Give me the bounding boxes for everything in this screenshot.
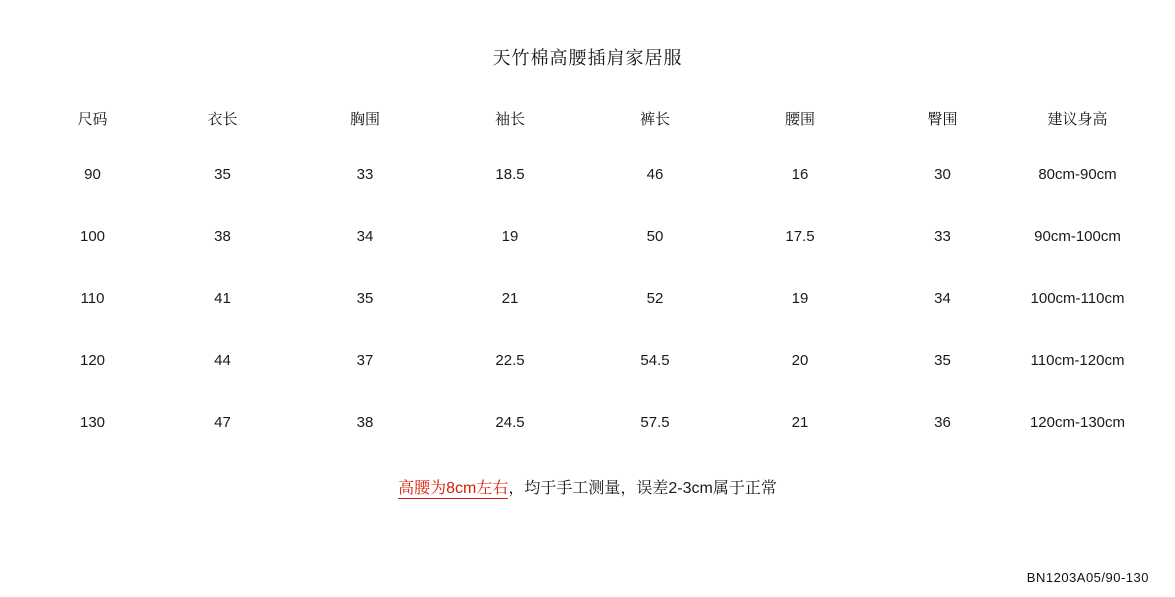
column-header-bust: 胸围 [349,111,380,128]
measurement-note-rest: ，均于手工测量，误差2-3cm属于正常 [508,480,777,497]
size-chart-page [0,44,1175,597]
cell-clothing-length: 38 [214,227,231,245]
cell-size: 130 [79,413,106,431]
cell-sleeve-length: 19 [501,227,519,245]
table-row [33,329,1143,391]
cell-size: 110 [80,289,105,307]
size-table [33,100,1143,453]
cell-bust: 34 [356,227,374,245]
cell-hip: 30 [934,165,951,183]
cell-clothing-length: 47 [214,413,231,431]
cell-bust: 35 [356,289,374,307]
cell-size: 120 [79,351,106,369]
column-header-sleeve-length: 袖长 [494,111,525,128]
cell-recommended-height: 110cm-120cm [1030,351,1125,369]
cell-waist: 20 [791,351,809,369]
cell-size: 90 [84,165,101,183]
measurement-note [0,475,1175,498]
cell-hip: 33 [934,227,951,245]
cell-hip: 34 [934,289,951,307]
cell-recommended-height: 120cm-130cm [1029,413,1126,431]
table-row [33,267,1143,329]
cell-hip: 35 [934,351,951,369]
cell-sleeve-length: 18.5 [495,165,525,183]
column-header-size: 尺码 [77,111,108,128]
cell-bust: 33 [356,165,374,183]
page-title: 天竹棉高腰插肩家居服 [492,48,683,68]
table-row [33,205,1143,267]
cell-clothing-length: 35 [214,165,231,183]
column-header-clothing-length: 衣长 [207,111,238,128]
cell-recommended-height: 100cm-110cm [1030,289,1125,307]
cell-sleeve-length: 21 [501,289,519,307]
product-code: BN1203A05/90-130 [1026,570,1149,585]
cell-waist: 19 [791,289,809,307]
cell-pants-length: 46 [646,165,664,183]
column-header-waist: 腰围 [784,111,815,128]
cell-bust: 38 [356,413,374,431]
table-row [33,143,1143,205]
cell-recommended-height: 90cm-100cm [1034,227,1121,245]
cell-pants-length: 52 [646,289,664,307]
cell-clothing-length: 41 [214,289,231,307]
cell-pants-length: 54.5 [640,351,670,369]
cell-sleeve-length: 22.5 [495,351,525,369]
cell-hip: 36 [934,413,951,431]
measurement-note-highlight: 高腰为8cm左右 [398,480,509,497]
column-header-pants-length: 裤长 [639,111,670,128]
cell-pants-length: 50 [646,227,664,245]
column-header-recommended-height: 建议身高 [1047,111,1108,128]
cell-waist: 21 [791,413,809,431]
cell-bust: 37 [356,351,374,369]
table-header-row [33,100,1143,143]
table-row [33,391,1143,453]
cell-waist: 16 [791,165,809,183]
column-header-hip: 臀围 [927,111,958,128]
cell-sleeve-length: 24.5 [495,413,525,431]
cell-clothing-length: 44 [214,351,231,369]
cell-recommended-height: 80cm-90cm [1038,165,1117,183]
cell-waist: 17.5 [785,227,815,245]
cell-size: 100 [79,227,106,245]
cell-pants-length: 57.5 [640,413,670,431]
